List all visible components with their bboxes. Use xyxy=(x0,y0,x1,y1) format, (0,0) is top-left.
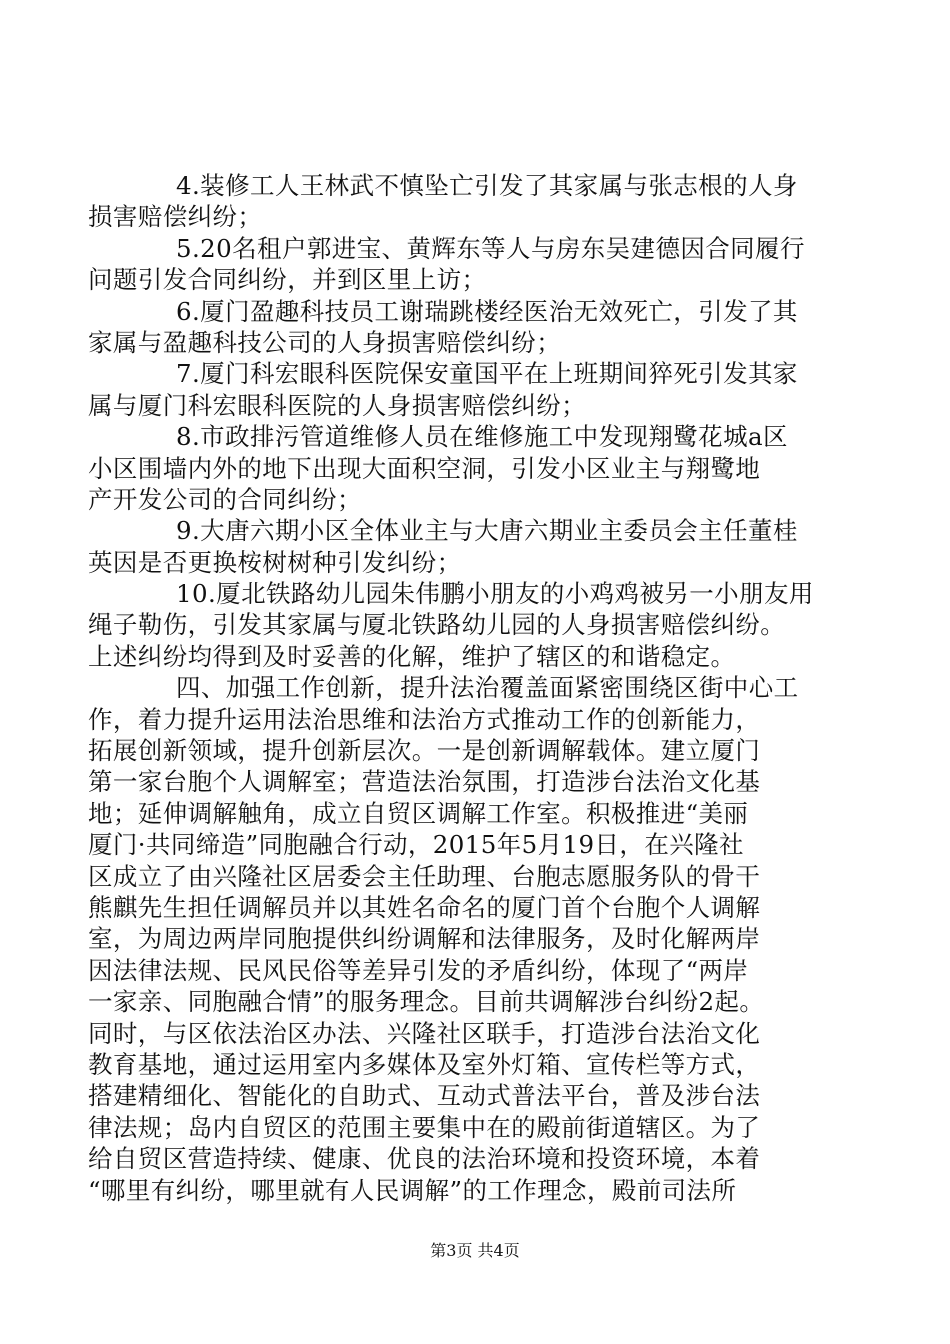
text-line: “哪里有纠纷，哪里就有人民调解”的工作理念，殿前司法所 xyxy=(88,1175,737,1205)
page-number-footer: 第3页 共4页 xyxy=(430,1241,520,1260)
text-line: 8.市政排污管道维修人员在维修施工中发现翔鹭花城a区 xyxy=(176,422,788,452)
text-line: 厦门·共同缔造”同胞融合行动，2015年5月19日，在兴隆社 xyxy=(88,830,744,860)
text-line: 地；延伸调解触角，成立自贸区调解工作室。积极推进“美丽 xyxy=(88,798,749,828)
text-line: 同时，与区依法治区办法、兴隆社区联手，打造涉台法治文化 xyxy=(88,1018,761,1048)
text-line: 6.厦门盈趣科技员工谢瑞跳楼经医治无效死亡，引发了其 xyxy=(176,296,798,326)
text-line: 产开发公司的合同纠纷； xyxy=(88,484,362,514)
text-line: 律法规；岛内自贸区的范围主要集中在的殿前街道辖区。为了 xyxy=(88,1112,761,1142)
text-line: 英因是否更换桉树树种引发纠纷； xyxy=(88,547,462,577)
text-line: 作，着力提升运用法治思维和法治方式推动工作的创新能力， xyxy=(88,704,761,734)
text-line: 10.厦北铁路幼儿园朱伟鹏小朋友的小鸡鸡被另一小朋友用 xyxy=(176,579,814,609)
text-line: 教育基地，通过运用室内多媒体及室外灯箱、宣传栏等方式， xyxy=(88,1049,761,1079)
text-line: 第一家台胞个人调解室；营造法治氛围，打造涉台法治文化基 xyxy=(88,767,761,797)
text-line: 小区围墙内外的地下出现大面积空洞，引发小区业主与翔鹭地 xyxy=(88,453,761,483)
text-line: 损害赔偿纠纷； xyxy=(88,202,263,232)
text-line: 问题引发合同纠纷，并到区里上访； xyxy=(88,265,487,295)
text-line: 给自贸区营造持续、健康、优良的法治环境和投资环境，本着 xyxy=(88,1144,761,1174)
text-line: 7.厦门科宏眼科医院保安童国平在上班期间猝死引发其家 xyxy=(176,359,798,389)
text-line: 家属与盈趣科技公司的人身损害赔偿纠纷； xyxy=(88,327,562,357)
text-line: 搭建精细化、智能化的自助式、互动式普法平台，普及涉台法 xyxy=(88,1081,761,1111)
text-line: 拓展创新领域，提升创新层次。一是创新调解载体。建立厦门 xyxy=(88,736,761,766)
text-line: 9.大唐六期小区全体业主与大唐六期业主委员会主任董桂 xyxy=(176,516,798,546)
text-line: 四、加强工作创新，提升法治覆盖面紧密围绕区街中心工 xyxy=(176,673,799,703)
document-body xyxy=(88,170,878,1206)
text-line: 4.装修工人王林武不慎坠亡引发了其家属与张志根的人身 xyxy=(176,171,798,200)
text-line: 因法律法规、民风民俗等差异引发的矛盾纠纷，体现了“两岸 xyxy=(88,955,749,985)
text-line: 一家亲、同胞融合情”的服务理念。目前共调解涉台纠纷2起。 xyxy=(88,987,765,1017)
text-line: 上述纠纷均得到及时妥善的化解，维护了辖区的和谐稳定。 xyxy=(88,641,736,671)
text-line: 区成立了由兴隆社区居委会主任助理、台胞志愿服务队的骨干 xyxy=(88,861,761,891)
text-line: 熊麒先生担任调解员并以其姓名命名的厦门首个台胞个人调解 xyxy=(88,892,761,922)
text-line: 属与厦门科宏眼科医院的人身损害赔偿纠纷； xyxy=(88,390,586,420)
text-line: 绳子勒伤，引发其家属与厦北铁路幼儿园的人身损害赔偿纠纷。 xyxy=(88,610,786,640)
text-line: 5.20名租户郭进宝、黄辉东等人与房东吴建德因合同履行 xyxy=(176,233,805,263)
text-line: 室，为周边两岸同胞提供纠纷调解和法律服务，及时化解两岸 xyxy=(88,924,761,954)
